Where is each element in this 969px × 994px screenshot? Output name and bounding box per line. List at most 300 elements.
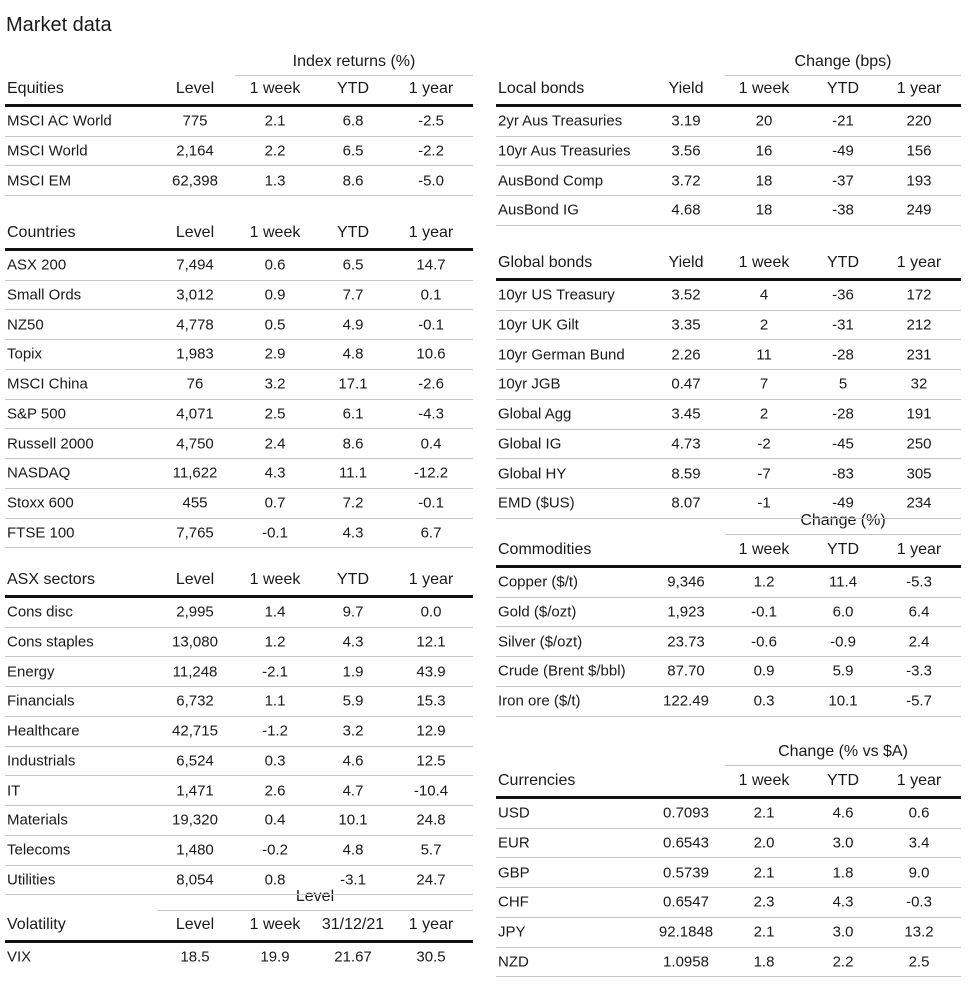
cell-col1: 2,995 — [176, 603, 214, 621]
asx-sectors-table — [5, 566, 473, 895]
cell-name: NZD — [498, 953, 529, 971]
header-col2: 1 week — [249, 916, 301, 934]
cell-name: Materials — [7, 811, 68, 829]
cell-col1: 0.47 — [671, 375, 701, 393]
cell-col4: 191 — [906, 405, 932, 423]
cell-col2: 0.4 — [264, 811, 286, 829]
cell-col4: 212 — [906, 316, 932, 334]
cell-col3: -28 — [832, 346, 854, 364]
cell-col2: 20 — [755, 112, 773, 130]
cell-col2: 1.3 — [264, 172, 286, 190]
header-col1: Yield — [668, 80, 704, 98]
cell-col1: 0.7093 — [663, 804, 709, 822]
cell-name: Energy — [7, 663, 55, 681]
cell-col4: 2.4 — [908, 633, 930, 651]
cell-name: Silver ($/ozt) — [498, 633, 583, 651]
header-col3: 31/12/21 — [321, 916, 385, 934]
cell-name: Telecoms — [7, 841, 71, 859]
cell-col1: 1,471 — [176, 782, 214, 800]
cell-col1: 7,765 — [176, 524, 214, 542]
cell-col1: 4.68 — [671, 201, 701, 219]
cell-name: NZ50 — [7, 316, 44, 334]
cell-col3: 4.6 — [342, 752, 364, 770]
cell-col4: -10.4 — [413, 782, 449, 800]
cell-col3: -21 — [832, 112, 854, 130]
cell-name: MSCI China — [7, 375, 88, 393]
header-col3: YTD — [827, 541, 859, 559]
cell-col2: 2 — [759, 405, 769, 423]
cell-name: Stoxx 600 — [7, 494, 74, 512]
cell-col4: 12.9 — [416, 722, 446, 740]
cell-name: Small Ords — [7, 286, 82, 304]
cell-col3: 6.0 — [832, 603, 854, 621]
local-bonds-group-header — [725, 51, 961, 76]
cell-col1: 92.1848 — [658, 923, 714, 941]
cell-col3: 17.1 — [338, 375, 368, 393]
cell-name: USD — [498, 804, 530, 822]
cell-col1: 3.35 — [671, 316, 701, 334]
cell-name: Cons staples — [7, 633, 94, 651]
cell-name: Russell 2000 — [7, 435, 94, 453]
cell-col2: 0.3 — [753, 692, 775, 710]
header-col2: 1 week — [249, 80, 301, 98]
cell-col4: 13.2 — [904, 923, 934, 941]
cell-col3: 6.5 — [342, 142, 364, 160]
cell-col4: 249 — [906, 201, 932, 219]
cell-col2: -7 — [757, 465, 771, 483]
cell-col1: 0.6543 — [663, 834, 709, 852]
cell-col4: -4.3 — [418, 405, 444, 423]
cell-col2: 2 — [759, 316, 769, 334]
cell-col3: 4.7 — [342, 782, 364, 800]
table-row — [5, 687, 473, 717]
cell-col3: 5.9 — [342, 692, 364, 710]
cell-col2: 0.6 — [264, 256, 286, 274]
cell-col4: 32 — [910, 375, 928, 393]
cell-name: 2yr Aus Treasuries — [498, 112, 623, 130]
cell-col1: 2,164 — [176, 142, 214, 160]
cell-col3: 3.0 — [832, 923, 854, 941]
cell-col4: 305 — [906, 465, 932, 483]
cell-col1: 1,923 — [667, 603, 705, 621]
table-row — [496, 568, 961, 598]
cell-col4: 30.5 — [416, 948, 446, 966]
cell-name: Crude (Brent $/bbl) — [498, 662, 626, 680]
cell-col1: 0.6547 — [663, 893, 709, 911]
cell-col4: 0.4 — [420, 435, 442, 453]
cell-col4: -0.1 — [418, 316, 444, 334]
header-name: Countries — [7, 224, 76, 242]
cell-col2: -2.1 — [262, 663, 288, 681]
table-row — [496, 137, 961, 167]
cell-col3: 11.1 — [338, 464, 368, 482]
header-name: Local bonds — [498, 80, 585, 98]
cell-name: Financials — [7, 692, 75, 710]
cell-name: 10yr UK Gilt — [498, 316, 579, 334]
cell-col1: 23.73 — [667, 633, 705, 651]
cell-col2: 18 — [755, 172, 773, 190]
table-header-row — [496, 75, 961, 107]
header-col2: 1 week — [738, 772, 790, 790]
cell-col4: 220 — [906, 112, 932, 130]
table-header-row — [5, 566, 473, 598]
cell-col3: 7.7 — [342, 286, 364, 304]
page-title: Market data — [6, 14, 112, 36]
cell-col4: 12.5 — [416, 752, 446, 770]
table-row — [5, 598, 473, 628]
table-row — [496, 281, 961, 311]
cell-name: EMD ($US) — [498, 494, 575, 512]
table-row — [5, 107, 473, 137]
header-col1: Level — [175, 80, 215, 98]
table-row — [496, 948, 961, 978]
cell-col3: 7.2 — [342, 494, 364, 512]
cell-col1: 0.5739 — [663, 864, 709, 882]
cell-name: Global IG — [498, 435, 562, 453]
header-col4: 1 year — [408, 80, 454, 98]
cell-col1: 4,778 — [176, 316, 214, 334]
cell-col4: 15.3 — [416, 692, 446, 710]
cell-col3: 2.2 — [832, 953, 854, 971]
cell-col2: 2.1 — [264, 112, 286, 130]
cell-col2: -0.6 — [751, 633, 777, 651]
header-name: ASX sectors — [7, 571, 96, 589]
cell-col2: 1.4 — [264, 603, 286, 621]
cell-col3: -31 — [832, 316, 854, 334]
cell-col1: 3.72 — [671, 172, 701, 190]
cell-col1: 9,346 — [667, 573, 705, 591]
cell-col2: 0.8 — [264, 871, 286, 889]
cell-col1: 4,750 — [176, 435, 214, 453]
cell-col4: -5.0 — [418, 172, 444, 190]
cell-col3: 10.1 — [828, 692, 858, 710]
table-row — [496, 888, 961, 918]
cell-col4: 10.6 — [416, 345, 446, 363]
cell-col4: 24.7 — [416, 871, 446, 889]
cell-col4: 0.0 — [420, 603, 442, 621]
cell-col3: -83 — [832, 465, 854, 483]
cell-col3: 4.3 — [832, 893, 854, 911]
cell-col3: -45 — [832, 435, 854, 453]
cell-name: GBP — [498, 864, 530, 882]
table-row — [5, 776, 473, 806]
cell-name: AusBond Comp — [498, 172, 604, 190]
cell-col3: 5 — [838, 375, 848, 393]
local-bonds-group-label: Change (bps) — [794, 53, 892, 70]
cell-col3: 3.2 — [342, 722, 364, 740]
table-row — [5, 747, 473, 777]
cell-col2: 0.7 — [264, 494, 286, 512]
cell-col4: 6.4 — [908, 603, 930, 621]
table-row — [496, 918, 961, 948]
cell-col3: 8.6 — [342, 435, 364, 453]
cell-col3: 6.5 — [342, 256, 364, 274]
cell-col4: -12.2 — [413, 464, 449, 482]
cell-col3: 10.1 — [338, 811, 368, 829]
cell-col1: 76 — [186, 375, 204, 393]
cell-col2: 2.6 — [264, 782, 286, 800]
cell-name: MSCI AC World — [7, 112, 112, 130]
cell-col1: 87.70 — [667, 662, 705, 680]
cell-col3: 8.6 — [342, 172, 364, 190]
cell-col2: 7 — [759, 375, 769, 393]
local-bonds-table — [496, 75, 961, 226]
cell-col1: 19,320 — [172, 811, 218, 829]
cell-col4: 0.6 — [908, 804, 930, 822]
table-row — [496, 489, 961, 519]
table-row — [5, 943, 473, 972]
cell-col2: 3.2 — [264, 375, 286, 393]
cell-col4: -2.2 — [418, 142, 444, 160]
header-name: Equities — [7, 80, 64, 98]
cell-name: Global HY — [498, 465, 567, 483]
table-row — [5, 519, 473, 549]
cell-name: EUR — [498, 834, 530, 852]
cell-col4: 156 — [906, 142, 932, 160]
cell-col2: -0.1 — [751, 603, 777, 621]
table-row — [496, 687, 961, 717]
table-header-row — [496, 536, 961, 568]
table-row — [496, 598, 961, 628]
cell-col2: -0.2 — [262, 841, 288, 859]
cell-col1: 4,071 — [176, 405, 214, 423]
cell-col1: 62,398 — [172, 172, 218, 190]
cell-col1: 1.0958 — [663, 953, 709, 971]
cell-col3: -37 — [832, 172, 854, 190]
cell-col4: 250 — [906, 435, 932, 453]
table-header-row — [496, 249, 961, 281]
cell-col3: 11.4 — [828, 573, 858, 591]
header-col1: Yield — [668, 254, 704, 272]
cell-col3: 21.67 — [334, 948, 372, 966]
table-row — [5, 400, 473, 430]
equities-group-header — [235, 51, 473, 76]
cell-col1: 7,494 — [176, 256, 214, 274]
table-row — [5, 866, 473, 896]
equities-group-label: Index returns (%) — [292, 53, 416, 70]
cell-col1: 8,054 — [176, 871, 214, 889]
cell-col2: 2.1 — [753, 864, 775, 882]
cell-col2: 2.2 — [264, 142, 286, 160]
cell-col3: 4.8 — [342, 841, 364, 859]
cell-col4: 9.0 — [908, 864, 930, 882]
header-col3: YTD — [337, 224, 369, 242]
cell-col2: 0.9 — [264, 286, 286, 304]
cell-col3: 3.0 — [832, 834, 854, 852]
header-col1: Level — [175, 571, 215, 589]
header-col4: 1 year — [896, 772, 942, 790]
cell-col4: 231 — [906, 346, 932, 364]
table-row — [5, 251, 473, 281]
table-row — [5, 340, 473, 370]
cell-name: 10yr German Bund — [498, 346, 625, 364]
cell-col1: 2.26 — [671, 346, 701, 364]
cell-col2: 1.2 — [264, 633, 286, 651]
header-col4: 1 year — [896, 80, 942, 98]
cell-col1: 455 — [182, 494, 208, 512]
header-col2: 1 week — [738, 541, 790, 559]
header-col3: YTD — [337, 571, 369, 589]
cell-name: Utilities — [7, 871, 56, 889]
cell-col3: 6.1 — [342, 405, 364, 423]
header-name: Commodities — [498, 541, 592, 559]
cell-col1: 18.5 — [180, 948, 210, 966]
header-col4: 1 year — [896, 541, 942, 559]
cell-name: Topix — [7, 345, 43, 363]
header-col1: Level — [175, 916, 215, 934]
cell-col3: 1.9 — [342, 663, 364, 681]
header-col3: YTD — [827, 254, 859, 272]
cell-col1: 3.45 — [671, 405, 701, 423]
table-header-row — [5, 75, 473, 107]
cell-name: Healthcare — [7, 722, 80, 740]
table-header-row — [496, 767, 961, 799]
table-row — [5, 429, 473, 459]
volatility-table — [5, 911, 473, 972]
cell-col4: 3.4 — [908, 834, 930, 852]
cell-name: IT — [7, 782, 21, 800]
cell-name: CHF — [498, 893, 529, 911]
cell-name: Industrials — [7, 752, 76, 770]
cell-col2: 16 — [755, 142, 773, 160]
table-row — [5, 489, 473, 519]
header-col3: YTD — [337, 80, 369, 98]
cell-col3: 5.9 — [832, 662, 854, 680]
cell-col4: 24.8 — [416, 811, 446, 829]
header-col4: 1 year — [408, 916, 454, 934]
global-bonds-table — [496, 249, 961, 519]
cell-col1: 775 — [182, 112, 208, 130]
cell-col2: 1.8 — [753, 953, 775, 971]
table-row — [496, 370, 961, 400]
table-row — [5, 628, 473, 658]
cell-col1: 3.19 — [671, 112, 701, 130]
cell-col2: 2.1 — [753, 923, 775, 941]
cell-col4: -3.3 — [906, 662, 932, 680]
cell-col3: -36 — [832, 286, 854, 304]
cell-name: 10yr Aus Treasuries — [498, 142, 631, 160]
cell-col3: 6.8 — [342, 112, 364, 130]
cell-name: Global Agg — [498, 405, 572, 423]
cell-name: Gold ($/ozt) — [498, 603, 577, 621]
cell-col1: 42,715 — [172, 722, 218, 740]
cell-col1: 1,480 — [176, 841, 214, 859]
cell-name: Copper ($/t) — [498, 573, 579, 591]
cell-col3: 4.6 — [832, 804, 854, 822]
countries-table — [5, 219, 473, 548]
table-row — [496, 196, 961, 226]
cell-col1: 3,012 — [176, 286, 214, 304]
commodities-group-label: Change (%) — [800, 512, 886, 529]
cell-col2: 1.1 — [264, 692, 286, 710]
cell-col2: 2.1 — [753, 804, 775, 822]
equities-table — [5, 75, 473, 196]
cell-col3: -49 — [832, 494, 854, 512]
table-row — [5, 137, 473, 167]
cell-col4: 172 — [906, 286, 932, 304]
table-row — [5, 281, 473, 311]
cell-col3: -3.1 — [340, 871, 366, 889]
cell-col2: 18 — [755, 201, 773, 219]
cell-col2: 2.3 — [753, 893, 775, 911]
currencies-table — [496, 767, 961, 977]
cell-col1: 6,524 — [176, 752, 214, 770]
cell-col2: 19.9 — [260, 948, 290, 966]
cell-col3: -49 — [832, 142, 854, 160]
cell-col1: 3.56 — [671, 142, 701, 160]
cell-col1: 122.49 — [663, 692, 709, 710]
table-row — [496, 799, 961, 829]
header-col2: 1 week — [249, 224, 301, 242]
header-name: Volatility — [7, 916, 66, 934]
table-row — [496, 430, 961, 460]
cell-col1: 1,983 — [176, 345, 214, 363]
header-col3: YTD — [827, 772, 859, 790]
table-row — [5, 836, 473, 866]
table-row — [5, 459, 473, 489]
cell-col4: -5.7 — [906, 692, 932, 710]
table-header-row — [5, 911, 473, 943]
table-row — [496, 858, 961, 888]
header-col4: 1 year — [408, 224, 454, 242]
cell-name: AusBond IG — [498, 201, 579, 219]
cell-col1: 8.59 — [671, 465, 701, 483]
currencies-group-label: Change (% vs $A) — [778, 743, 908, 760]
table-row — [496, 340, 961, 370]
cell-col2: 2.0 — [753, 834, 775, 852]
table-row — [5, 166, 473, 196]
cell-col2: 2.5 — [264, 405, 286, 423]
cell-col4: -5.3 — [906, 573, 932, 591]
cell-col1: 13,080 — [172, 633, 218, 651]
cell-name: FTSE 100 — [7, 524, 75, 542]
table-row — [496, 829, 961, 859]
cell-col1: 8.07 — [671, 494, 701, 512]
currencies-group-header — [725, 741, 961, 766]
cell-name: ASX 200 — [7, 256, 67, 274]
cell-col2: 11 — [756, 346, 772, 364]
cell-col1: 4.73 — [671, 435, 701, 453]
table-row — [5, 310, 473, 340]
cell-col4: 234 — [906, 494, 932, 512]
table-row — [5, 370, 473, 400]
cell-col2: 2.9 — [264, 345, 286, 363]
table-row — [5, 657, 473, 687]
cell-name: JPY — [498, 923, 526, 941]
cell-col1: 11,248 — [172, 663, 218, 681]
cell-col2: 0.5 — [264, 316, 286, 334]
cell-col4: -0.1 — [418, 494, 444, 512]
cell-col2: 0.3 — [264, 752, 286, 770]
cell-name: Iron ore ($/t) — [498, 692, 581, 710]
cell-col1: 11,622 — [172, 464, 218, 482]
table-row — [5, 717, 473, 747]
cell-name: VIX — [7, 948, 32, 966]
cell-col4: 43.9 — [416, 663, 446, 681]
table-row — [496, 166, 961, 196]
cell-col3: 1.8 — [832, 864, 854, 882]
cell-name: S&P 500 — [7, 405, 66, 423]
cell-col3: 4.3 — [342, 524, 364, 542]
cell-col2: 4.3 — [264, 464, 286, 482]
cell-col2: 0.9 — [753, 662, 775, 680]
cell-name: 10yr US Treasury — [498, 286, 615, 304]
volatility-group-label: Level — [295, 888, 335, 905]
cell-col4: 6.7 — [420, 524, 442, 542]
cell-col3: 4.8 — [342, 345, 364, 363]
header-col4: 1 year — [408, 571, 454, 589]
cell-col2: -2 — [757, 435, 771, 453]
